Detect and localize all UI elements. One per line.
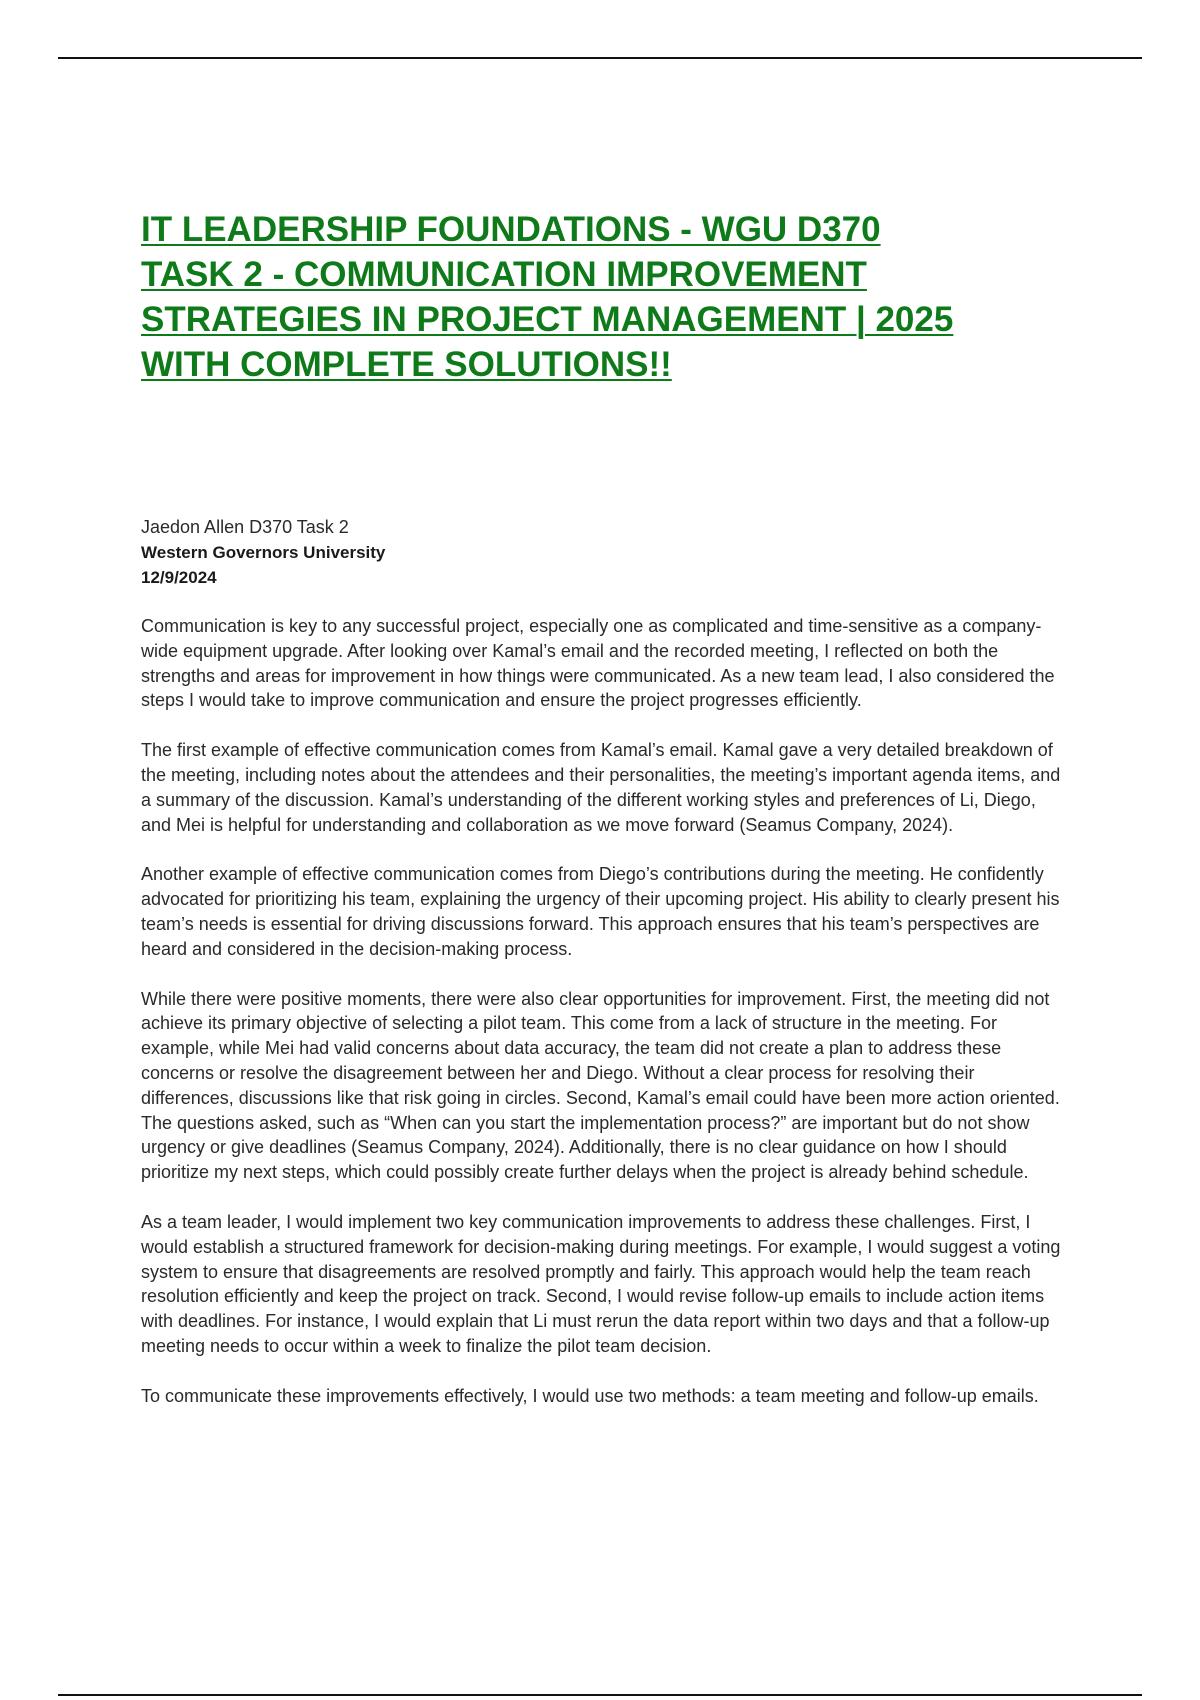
author-line: Jaedon Allen D370 Task 2	[141, 517, 349, 537]
paragraph: As a team leader, I would implement two key communication improvements to address these challenges. First, I would establish a structured framework for decision-making during meetings. For example, I would suggest a voting system to ensure that disagreements are resolved promptly and fairly. This approach would help the team reach resolution efficiently and keep the project on track. Second, I would revise follow-up emails to include action items with deadlines. For instance, I would explain that Li must rerun the data report within two days and that a follow-up meeting needs to occur within a week to finalize the pilot team decision.	[141, 1211, 1061, 1356]
title-line: STRATEGIES IN PROJECT MANAGEMENT | 2025	[141, 300, 954, 339]
paragraph: Communication is key to any successful project, especially one as complicated and time-sensitive as a company-wide equipment upgrade. After looking over Kamal’s email and the recorded meeting, I reflected on both the strengths and areas for improvement in how things were communicated. As a new team lead, I also considered the steps I would take to improve communication and ensure the project progresses efficiently.	[141, 616, 1055, 711]
top-divider	[58, 57, 1142, 59]
title-line: IT LEADERSHIP FOUNDATIONS - WGU D370	[141, 210, 881, 249]
paragraph: While there were positive moments, there were also clear opportunities for improvement. First, the meeting did not achieve its primary objective of selecting a pilot team. This come from a lack of structure in the meeting. For example, while Mei had valid concerns about data accuracy, the team did not create a plan to address these concerns or resolve the disagreement between her and Diego. Without a clear process for resolving their differences, discussions like that risk going in circles. Second, Kamal’s email could have been more action oriented. The questions asked, such as “When can you start the implementation process?” are important but do not show urgency or give deadlines (Seamus Company, 2024). Additionally, there is no clear guidance on how I should prioritize my next steps, which could possibly create further delays when the project is already behind schedule.	[141, 988, 1060, 1183]
document-title	[141, 207, 1061, 387]
document-date: 12/9/2024	[141, 568, 217, 587]
author-block	[141, 515, 1071, 590]
institution: Western Governors University	[141, 543, 386, 562]
paragraph: The first example of effective communication comes from Kamal’s email. Kamal gave a very detailed breakdown of the meeting, including notes about the attendees and their personalities, the meeting’s important agenda items, and a summary of the discussion. Kamal’s understanding of the different working styles and preferences of Li, Diego, and Mei is helpful for understanding and collaboration as we move forward (Seamus Company, 2024).	[141, 740, 1061, 835]
title-line: WITH COMPLETE SOLUTIONS!!	[141, 345, 672, 384]
document-page	[141, 207, 1071, 1434]
bottom-divider	[58, 1694, 1142, 1696]
paragraph: To communicate these improvements effectively, I would use two methods: a team meeting and follow-up emails.	[141, 1385, 1039, 1406]
title-line: TASK 2 - COMMUNICATION IMPROVEMENT	[141, 255, 867, 294]
document-body	[141, 614, 1071, 1409]
paragraph: Another example of effective communication comes from Diego’s contributions during the meeting. He confidently advocated for prioritizing his team, explaining the urgency of their upcoming project. His ability to clearly present his team’s needs is essential for driving discussions forward. This approach ensures that his team’s perspectives are heard and considered in the decision-making process.	[141, 864, 1060, 959]
